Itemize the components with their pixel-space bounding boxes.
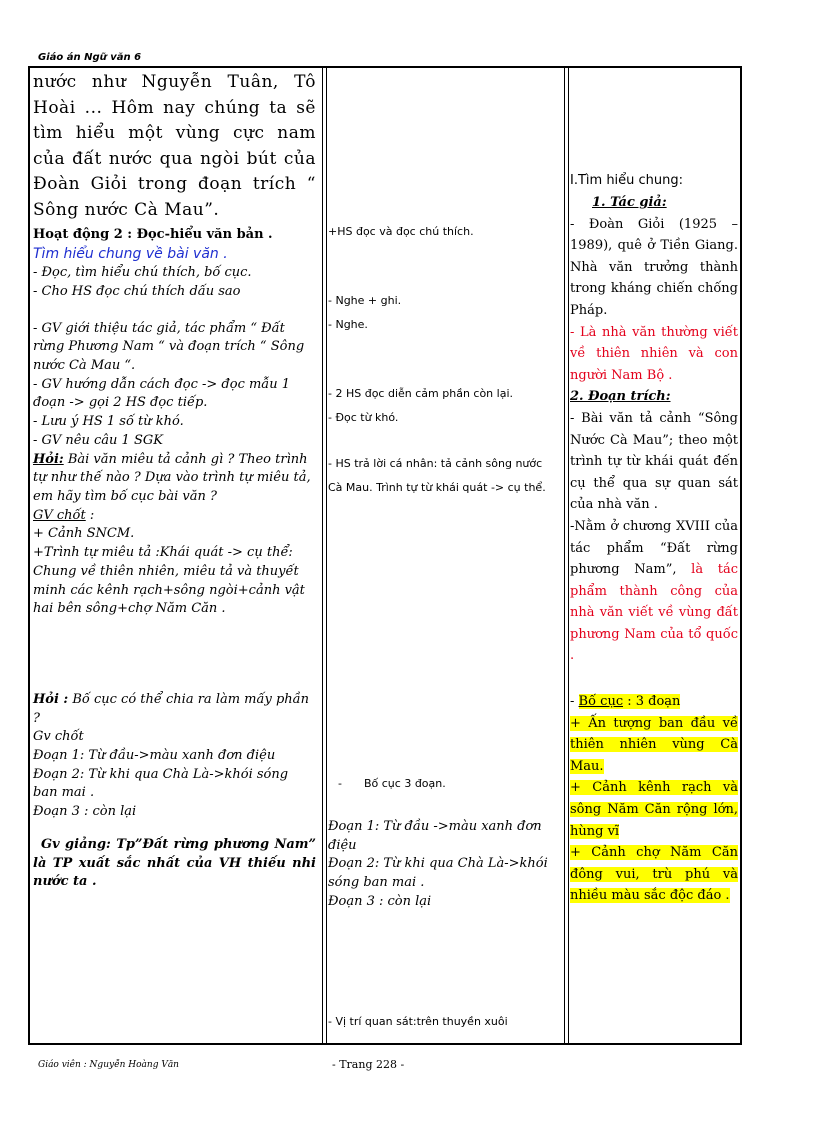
excerpt-heading: [570, 386, 738, 408]
teacher-conclusion-label: GV chốt: [33, 507, 86, 523]
teacher-lecture: Gv giảng: Tp”Đất rừng phương Nam” là TP xuất sắc nhất của VH thiếu nhi nước ta .: [33, 836, 316, 890]
general-study-heading: Tìm hiểu chung về bài văn .: [33, 246, 228, 263]
question-2-text: Bố cục có thể chia ra làm mấy phần ?: [33, 691, 309, 726]
student-part-item-0: Đoạn 1: Từ đầu ->màu xanh đơn điệu: [328, 819, 542, 853]
column-divider-3: [564, 68, 565, 1043]
question-1-text: Bài văn miêu tả cảnh gì ? Theo trình tự như thế nào ? Dựa vào trình tự miêu tả, em hãy tìm bố cục bài văn ?: [33, 451, 311, 504]
line-a-1: - Cho HS đọc chú thích dấu sao: [33, 283, 241, 299]
student-part-item-2: Đoạn 3 : còn lại: [328, 893, 432, 909]
part-item-1: Đoạn 2: Từ khi qua Chà Là->khói sóng ban mai .: [33, 766, 289, 801]
observation-line: - Vị trí quan sát:trên thuyền xuôi: [328, 1015, 508, 1028]
chapter-text-black: -Nằm ở chương XVIII của tác phẩm “Đất rừng phương Nam”,: [570, 518, 738, 578]
author-red-text: - Là nhà văn thường viết về thiên nhiên và con người Nam Bộ .: [570, 324, 738, 383]
student-part-item-1: Đoạn 2: Từ khi qua Chà Là->khói sóng ban mai .: [328, 856, 548, 891]
conclusion-item-1: +Trình tự miêu tả :Khái quát -> cụ thể: Chung về thiên nhiên, miêu tả và thuyết minh các kênh rạch+sông ngòi+cảnh vật hai bên sông+chợ Năm Căn .: [33, 545, 305, 617]
footer-teacher: Giáo viên : Nguyễn Hoàng Văn: [38, 1060, 179, 1070]
layout-item-2-text: + Cảnh chợ Năm Căn đông vui, trù phú và nhiều màu sắc độc đáo .: [570, 845, 738, 904]
layout-rest: : 3 đoạn: [623, 694, 681, 710]
line-a-0: - Đọc, tìm hiểu chú thích, bố cục.: [33, 265, 252, 281]
activity-2-heading: [33, 226, 316, 245]
two-hs-read-line: - 2 HS đọc diễn cảm phần còn lại.: [328, 387, 514, 400]
layout-item-1-text: + Cảnh kênh rạch và sông Năm Căn rộng lớn, hùng vĩ: [570, 780, 738, 839]
question-1: [33, 451, 316, 507]
excerpt-text: - Bài văn tả cảnh “Sông Nước Cà Mau”; theo một trình tự từ khái quát đến cụ thể qua sự quan sát của nhà văn .: [570, 410, 738, 513]
layout-item-0: [570, 713, 738, 778]
excerpt-label: 2. Đoạn trích:: [570, 389, 671, 405]
line-b-0: - GV hướng dẫn cách đọc -> đọc mẫu 1 đoạn -> gọi 2 HS đọc tiếp.: [33, 376, 291, 411]
content-column: [570, 170, 738, 907]
layout-text: Bố cục 3 đoạn.: [363, 777, 446, 790]
hs-read-line: +HS đọc và đọc chú thích.: [328, 225, 474, 238]
footer-page-number: - Trang 228 -: [332, 1058, 405, 1071]
teacher-conclusion: [33, 507, 316, 526]
author-heading: [570, 192, 738, 214]
teacher-conclusion-2: Gv chốt: [33, 729, 84, 745]
activity-2-text: Hoạt động 2 : Đọc-hiểu văn bản .: [33, 226, 273, 242]
general-heading: I.Tìm hiểu chung:: [570, 173, 684, 188]
page-header: Giáo án Ngữ văn 6: [38, 52, 142, 63]
listen-line: - Nghe.: [328, 318, 368, 331]
line-b-1: - Lưu ý HS 1 số từ khó.: [33, 414, 184, 430]
line-b-2: - GV nêu câu 1 SGK: [33, 432, 163, 448]
layout-item-1: [570, 777, 738, 842]
layout-dash: -: [338, 777, 342, 790]
part-item-0: Đoạn 1: Từ đầu->màu xanh đơn điệu: [33, 748, 276, 764]
chapter-text-red: là tác phẩm thành công của nhà văn viết về vùng đất phương Nam của tổ quốc .: [570, 562, 739, 664]
question-2-label: Hỏi :: [33, 691, 69, 707]
conclusion-item-0: + Cảnh SNCM.: [33, 526, 135, 542]
teacher-activity-column: [33, 70, 316, 892]
layout-heading: [570, 691, 738, 713]
student-parts: [328, 818, 560, 912]
author-text: - Đoàn Giỏi (1925 – 1989), quê ở Tiền Giang. Nhà văn trưởng thành trong kháng chiến chống Pháp.: [570, 216, 738, 318]
part-item-2: Đoạn 3 : còn lại: [33, 804, 137, 820]
teacher-intro-line: - GV giới thiệu tác giả, tác phẩm “ Đất rừng Phương Nam “ và đoạn trích “ Sông nước Cà Mau “.: [33, 320, 305, 374]
intro-paragraph: nước như Nguyễn Tuân, Tô Hoài ... Hôm nay chúng ta sẽ tìm hiểu một vùng cực nam của đất nước qua ngòi bút của Đoàn Giỏi trong đoạn trích “ Sông nước Cà Mau”.: [33, 72, 316, 220]
hs-answer-line: - HS trả lời cá nhân: tả cảnh sông nước Cà Mau. Trình tự từ khái quát -> cụ thể.: [328, 457, 546, 494]
teacher-conclusion-colon: :: [85, 507, 95, 523]
layout-item-0-text: + Ấn tượng ban đầu về thiên nhiên vùng Cà Mau.: [570, 715, 738, 774]
layout-item-2: [570, 842, 738, 907]
listen-note-line: - Nghe + ghi.: [328, 294, 402, 307]
hard-words-line: - Đọc từ khó.: [328, 411, 399, 424]
layout-label: Bố cục: [578, 694, 624, 710]
layout-prefix: -: [570, 694, 579, 710]
column-divider-4: [568, 68, 569, 1043]
author-label: 1. Tác giả:: [592, 195, 667, 210]
layout-line: [328, 772, 560, 796]
column-divider-1: [322, 68, 323, 1043]
column-divider-2: [326, 68, 327, 1043]
question-2: [33, 691, 316, 728]
question-1-label: Hỏi:: [33, 451, 64, 467]
chapter-text: [570, 516, 738, 667]
